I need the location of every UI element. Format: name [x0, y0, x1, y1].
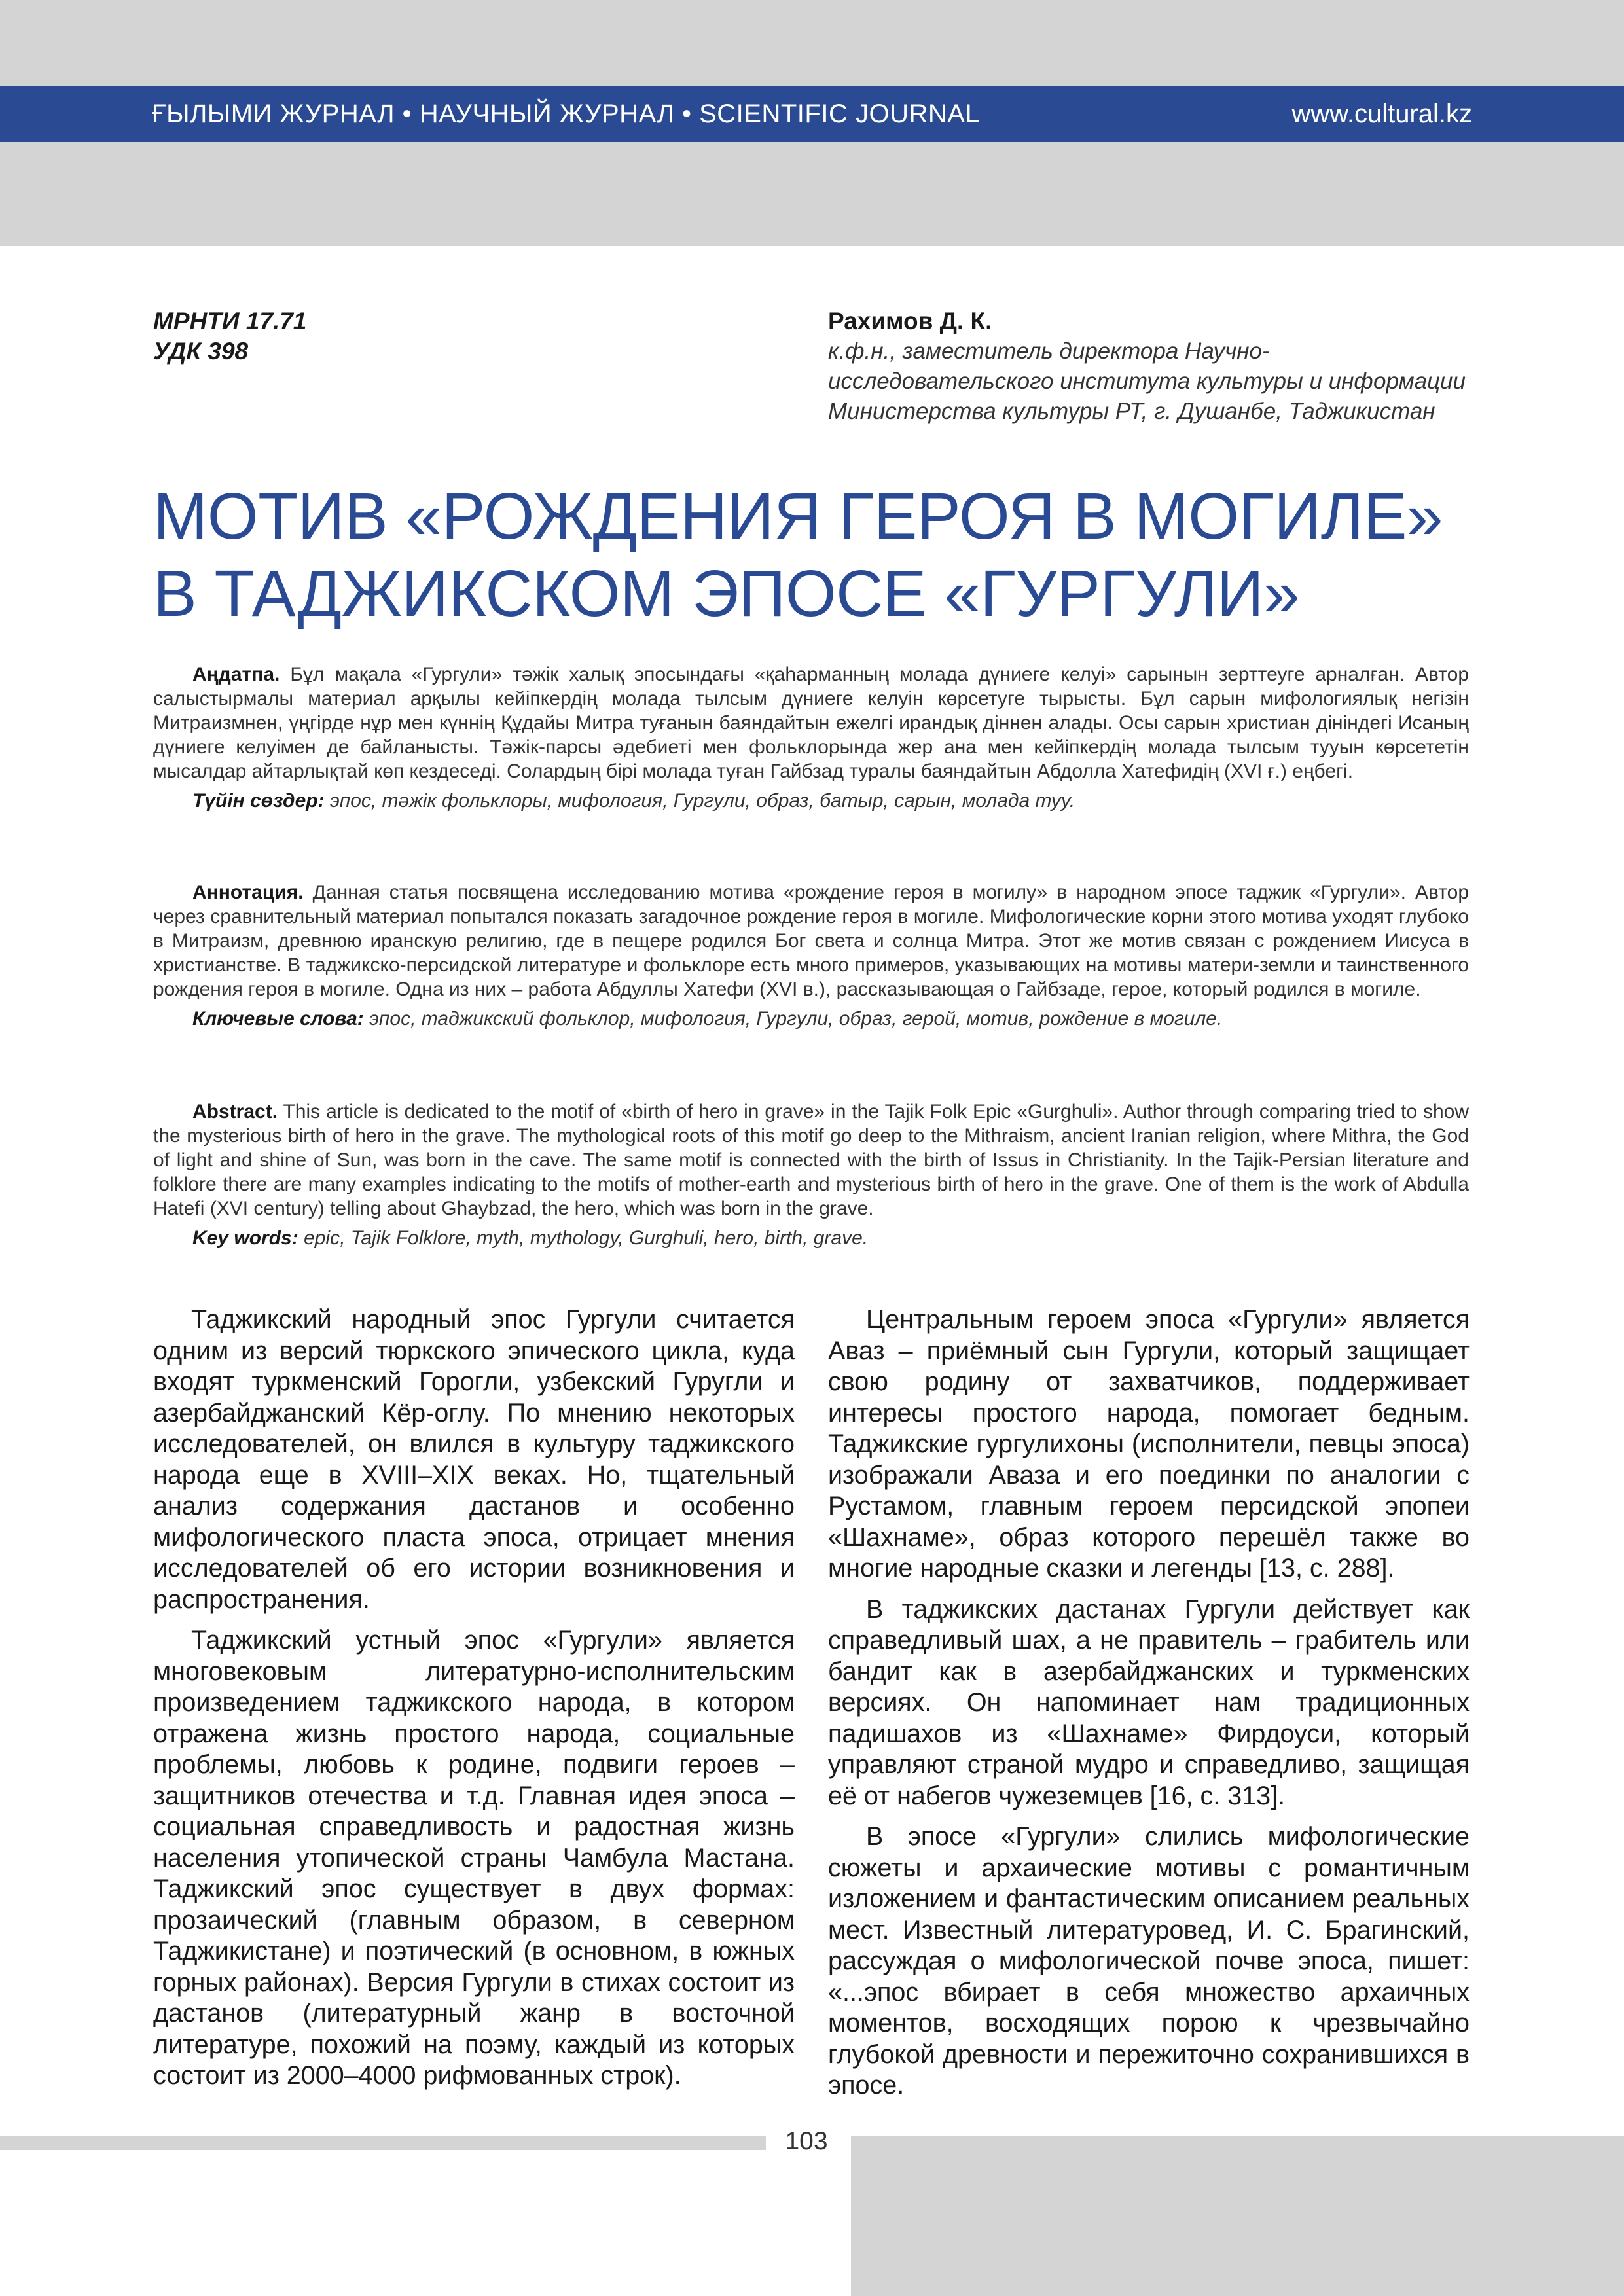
- body-paragraph: В таджикских дастанах Гургули действует как справедливый шах, а не правитель – грабитель или бандит как в азербайджанских и туркменских версиях. Он напоминает нам традиционных падишахов из «Шахнаме» Фирдоуси, который управляют страной мудро и справедливо, защищая её от набегов чужеземцев [16, с. 313].: [828, 1594, 1470, 1810]
- journal-website: www.cultural.kz: [1291, 99, 1472, 128]
- body-paragraph: В эпосе «Гургули» слились мифологические сюжеты и архаические мотивы с романтичным изложением и фантастическим описанием реальных мест. Известный литературовед, И. С. Брагинский, рассуждая о мифологической почве эпоса, пишет: «...эпос вбирает в себя множество архаичных моментов, восходящих порою к чрезвычайно глубокой древности и пережиточно сохранившихся в эпосе.: [828, 1822, 1470, 2100]
- footer-rule: [0, 2136, 766, 2150]
- udk-code: УДК 398: [153, 338, 249, 365]
- title-line-2: В ТАДЖИКСКОМ ЭПОСЕ «ГУРГУЛИ»: [153, 557, 1300, 630]
- page-number: 103: [785, 2127, 828, 2155]
- body-column-left: [153, 1304, 795, 2102]
- body-column-right: [828, 1304, 1470, 2111]
- journal-name: ҒЫЛЫМИ ЖУРНАЛ • НАУЧНЫЙ ЖУРНАЛ • SCIENTIFIC JOURNAL: [152, 99, 981, 128]
- author-name: Рахимов Д. К.: [828, 308, 992, 334]
- keywords-english-label: Key words:: [192, 1227, 298, 1249]
- abstract-russian: [153, 880, 1469, 1031]
- body-paragraph: Центральным героем эпоса «Гургули» является Аваз – приёмный сын Гургули, который защищает свою родину от захватчиков, поддерживает интересы простого народа, помогает бедным. Таджикские гургулихоны (исполнители, певцы эпоса) изображали Аваза и его поединки по аналогии с Рустамом, главным героем персидской эпопеи «Шахнаме», образ которого перешёл также во многие народные сказки и легенды [13, с. 288].: [828, 1305, 1470, 1583]
- author-affiliation: к.ф.н., заместитель директора Научно-исследовательского института культуры и информации Министерства культуры РТ, г. Душанбе, Таджикистан: [828, 338, 1466, 424]
- body-paragraph: Таджикский устный эпос «Гургули» является многовековым литературно-исполнительским произведением таджикского народа, в котором отражена жизнь простого народа, социальные проблемы, любовь к родине, подвиги героев – защитников отечества и т.д. Главная идея эпоса – социальная справедливость и радостная жизнь населения утопической страны Чамбула Мастана. Таджикский эпос существует в двух формах: прозаический (главным образом, в северном Таджикистане) и поэтический (в основном, в южных горных районах). Версия Гургули в стихах состоит из дастанов (литературный жанр в восточной литературе, похожий на поэму, каждый из которых состоит из 2000–4000 рифмованных строк).: [153, 1626, 795, 2090]
- abstract-kazakh-label: Аңдатпа.: [192, 664, 280, 685]
- title-line-1: МОТИВ «РОЖДЕНИЯ ГЕРОЯ В МОГИЛЕ»: [153, 480, 1443, 553]
- mrnti-code: МРНТИ 17.71: [153, 308, 307, 334]
- abstract-kazakh-text: Бұл мақала «Гургули» тәжік халық эпосындағы «қаһарманның молада дүниеге келуі» сарынын зерттеуге арналған. Автор салыстырмалы материал арқылы кейіпкердің молада тылсым дүниеге келуін көрсетуге тырысты. Бұл сарын мифологиялық негізін Митраизмнен, үңгірде нұр мен күннің Құдайы Митра туғанын баяндайтын ежелгі ирандық діннен алады. Осы сарын христиан дініндегі Исаның дүниеге келуімен де байланысты. Тәжік-парсы әдебиеті мен фольклорында жер ана мен кейіпкердің молада тылсым тууын көрсететін мысалдар айтарлықтай көп кездеседі. Солардың бірі молада туған Гайбзад туралы баяндайтын Абдолла Хатефидің (XVI ғ.) еңбегі.: [153, 664, 1470, 782]
- classification-codes: [153, 306, 306, 367]
- keywords-english: epic, Tajik Folklore, myth, mythology, Gurghuli, hero, birth, grave.: [304, 1227, 869, 1249]
- keywords-russian: эпос, таджикский фольклор, мифология, Гургули, образ, герой, мотив, рождение в могиле.: [369, 1008, 1223, 1030]
- author-block: [828, 306, 1483, 427]
- abstract-russian-text: Данная статья посвящена исследованию мотива «рождение героя в могилу» в народном эпосе таджик «Гургули». Автор через сравнительный материал попытался показать загадочное рождение героя в могиле. Мифологические корни этого мотива уходят глубоко в Митраизм, древнюю иранскую религию, где в пещере родился Бог света и солнца Митра. Этот же мотив связан с рождением Иисуса в христианстве. В таджикско-персидской литературе и фольклоре есть много примеров, указывающих на мотивы матери-земли и таинственного рождения героя в могиле. Одна из них – работа Абдуллы Хатефи (XVI в.), рассказывающая о Гайбзаде, герое, который родился в могиле.: [153, 882, 1470, 1000]
- footer-gray-block: [851, 2136, 1624, 2296]
- abstract-english: [153, 1100, 1469, 1250]
- keywords-kazakh: эпос, тәжік фольклоры, мифология, Гургули, образ, батыр, сарын, молада туу.: [329, 790, 1075, 812]
- abstract-english-text: This article is dedicated to the motif of «birth of hero in grave» in the Tajik Folk Epic «Gurghuli». Author through comparing tried to show the mysterious birth of hero in the grave. The mythological roots of this motif go deep to the Mithraism, ancient Iranian religion, where Mithra, the God of light and shine of Sun, was born in the cave. The same motif is connected with the birth of Issus in Christianity. In the Tajik-Persian literature and folklore there are many examples indicating to the motifs of mother-earth and mysterious birth of hero in the grave. One of them is the work of Abdulla Hatefi (XVI century) telling about Ghaybzad, the hero, which was born in the grave.: [153, 1101, 1469, 1219]
- body-paragraph: Таджикский народный эпос Гургули считается одним из версий тюркского эпического цикла, куда входят туркменский Горогли, узбекский Гуругли и азербайджанский Кёр-оглу. По мнению некоторых исследователей, он влился в культуру таджикского народа еще в XVIII–XIX веках. Но, тщательный анализ содержания дастанов и особенно мифологического пласта эпоса, отрицает мнения исследователей об его истории возникновения и распространения.: [153, 1305, 795, 1614]
- journal-header-band: [0, 86, 1624, 142]
- abstract-kazakh: [153, 662, 1469, 813]
- keywords-russian-label: Ключевые слова:: [192, 1008, 364, 1030]
- abstract-russian-label: Аннотация.: [192, 882, 304, 903]
- article-title: [153, 478, 1475, 632]
- keywords-kazakh-label: Түйін сөздер:: [192, 790, 325, 812]
- abstract-english-label: Abstract.: [192, 1101, 278, 1122]
